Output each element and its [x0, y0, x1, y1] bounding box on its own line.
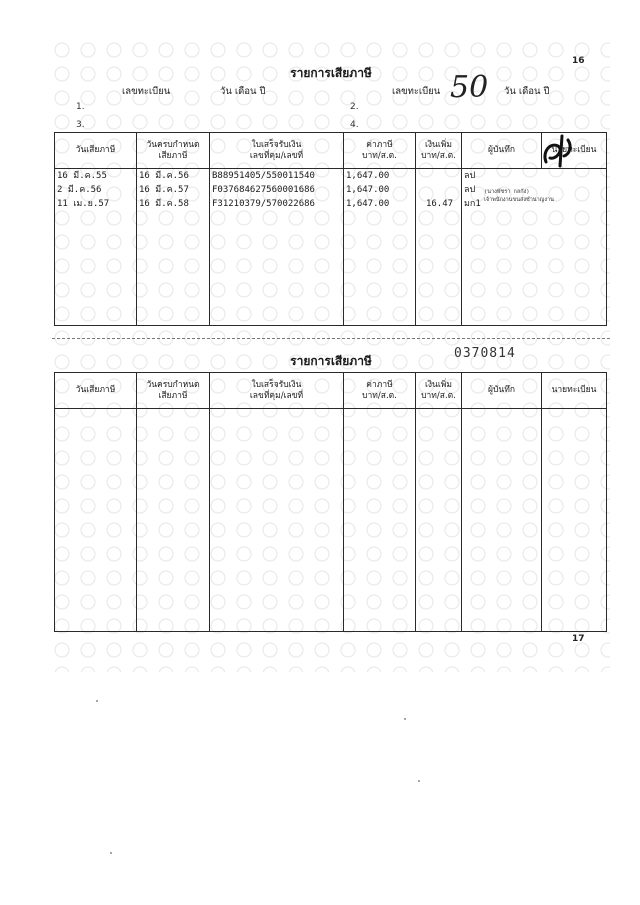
serial-number: 0370814 — [454, 346, 516, 361]
empty-cell — [542, 409, 607, 632]
col-receipt — [210, 169, 344, 326]
reg-label-left: เลขทะเบียน — [122, 86, 171, 97]
table-row: 11 เม.ย.57 — [57, 199, 110, 209]
header-due-date: วันครบกำหนด เสียภาษี — [137, 133, 210, 169]
col-recorder — [462, 169, 607, 326]
page-number-top: 16 — [572, 56, 585, 66]
tax-table-top — [54, 132, 607, 326]
table-row — [416, 169, 461, 183]
table-row — [416, 183, 461, 197]
bottom-section-title: รายการเสียภาษี — [290, 354, 372, 368]
col-tax-amount — [344, 169, 416, 326]
header-tax-date: วันเสียภาษี — [55, 373, 137, 409]
header-receipt: ใบเสร็จรับเงิน เลขที่คุม/เลขที่ — [210, 373, 344, 409]
handwritten-mark-icon — [540, 132, 580, 172]
scan-speck — [418, 780, 420, 782]
empty-cell — [462, 409, 542, 632]
header-tax-amount: ค่าภาษี บาท/ส.ต. — [344, 133, 416, 169]
table-row: ลป — [464, 171, 476, 181]
reg-label-right: เลขทะเบียน — [392, 86, 441, 97]
signature-title: เจ้าพนักงานขนส่งชำนาญงาน — [484, 197, 554, 203]
reg-slot-1: 1. — [76, 102, 85, 112]
table-row: มก1 — [464, 199, 481, 209]
empty-cell — [210, 409, 344, 632]
header-tax-date: วันเสียภาษี — [55, 133, 137, 169]
col-extra-amount — [416, 169, 462, 326]
col-due-date — [137, 169, 210, 326]
header-tax-amount: ค่าภาษี บาท/ส.ต. — [344, 373, 416, 409]
scan-speck — [96, 700, 98, 702]
header-extra-amount: เงินเพิ่ม บาท/ส.ต. — [416, 373, 462, 409]
scan-speck — [404, 718, 406, 720]
table-row: F31210379/570022686 — [212, 199, 315, 209]
table-row: 16 มี.ค.55 — [57, 171, 107, 181]
tax-table-bottom — [54, 372, 607, 632]
top-section-title: รายการเสียภาษี — [290, 66, 372, 80]
header-registrar: นายทะเบียน — [542, 373, 607, 409]
date-label-left: วัน เดือน ปี — [220, 86, 266, 97]
section-divider — [52, 338, 610, 339]
handwritten-reg-number: 50 — [450, 70, 489, 105]
col-tax-date — [55, 169, 137, 326]
header-registrar: นายทะเบียน — [542, 133, 607, 169]
empty-cell — [416, 409, 462, 632]
reg-slot-2: 2. — [350, 102, 359, 112]
signature-name: (นางพัชรา กลกัง) — [484, 189, 530, 195]
header-recorder: ผู้บันทึก — [462, 133, 542, 169]
header-due-date: วันครบกำหนด เสียภาษี — [137, 373, 210, 409]
table-row: 16 มี.ค.56 — [139, 171, 189, 181]
reg-slot-4: 4. — [350, 120, 359, 130]
header-recorder: ผู้บันทึก — [462, 373, 542, 409]
empty-cell — [137, 409, 210, 632]
table-row: F037684627560001686 — [212, 185, 315, 195]
header-receipt: ใบเสร็จรับเงิน เลขที่คุม/เลขที่ — [210, 133, 344, 169]
empty-cell — [344, 409, 416, 632]
table-row: 16 มี.ค.57 — [139, 185, 189, 195]
table-row: 1,647.00 — [346, 199, 390, 209]
empty-cell — [55, 409, 137, 632]
table-row: 16.47 — [425, 199, 454, 209]
table-row: 1,647.00 — [346, 185, 390, 195]
reg-slot-3: 3. — [76, 120, 85, 130]
table-row: B88951405/550011540 — [212, 171, 315, 181]
header-extra-amount: เงินเพิ่ม บาท/ส.ต. — [416, 133, 462, 169]
table-row: 1,647.00 — [346, 171, 390, 181]
scan-speck — [110, 852, 112, 854]
table-row: 2 มี.ค.56 — [57, 185, 102, 195]
vehicle-tax-record-sheet — [52, 40, 610, 672]
table-row: ลป — [464, 185, 476, 195]
table-row: 16 มี.ค.58 — [139, 199, 189, 209]
page-number-bottom: 17 — [572, 634, 585, 644]
date-label-right: วัน เดือน ปี — [504, 86, 550, 97]
